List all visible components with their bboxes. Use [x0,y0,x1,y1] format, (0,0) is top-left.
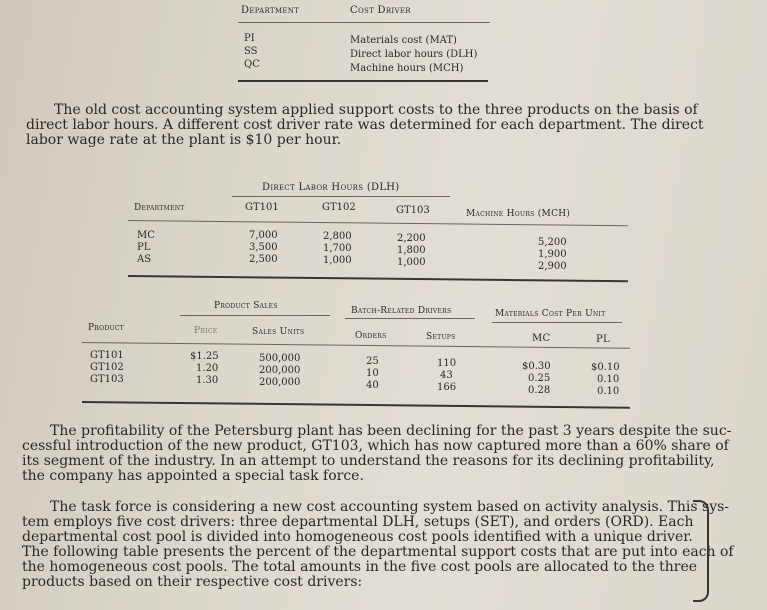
product-orders-gt101: 25 [366,356,379,367]
product-units-gt101: 500,000 [259,353,301,364]
product-pl-gt103: 0.10 [597,386,620,397]
product-units-gt102: 200,000 [259,365,301,376]
dlh-bottom-rule [128,275,628,282]
dlh-header-gt102: GT102 [322,202,356,213]
driver-dept-pi: PI [244,33,255,44]
para3-line-3: departmental cost pool is divided into homogeneous cost pools identified with a unique driver. [22,529,693,545]
product-group-rule-batch [345,318,475,319]
product-group-rule-sales [180,315,330,316]
product-units-gt103: 200,000 [259,377,301,388]
driver-dept-qc: QC [244,59,260,70]
dlh-mch-mc: 5,200 [538,237,567,248]
dlh-gt103-mc: 2,200 [397,233,426,244]
para3-line-1: The task force is considering a new cost accounting system based on activity analysis. This sys- [50,499,730,515]
header-cost-driver: Cost Driver [350,5,411,16]
dlh-gt101-mc: 7,000 [249,230,278,241]
dlh-gt101-as: 2,500 [249,254,278,265]
product-price-gt103: 1.30 [196,375,219,386]
dlh-group-header: Direct Labor Hours (DLH) [262,182,400,193]
dlh-mch-pl: 1,900 [538,249,567,260]
driver-table-bottom-rule [238,80,488,82]
dlh-gt103-as: 1,000 [397,257,426,268]
product-header-orders: Orders [355,331,387,341]
product-mc-gt103: 0.28 [528,385,551,396]
paragraph-profitability [22,423,732,484]
product-header-product: Product [88,323,125,333]
product-name-gt102: GT102 [90,362,124,373]
product-header-price: Price [194,326,218,336]
dlh-dept-pl: PL [137,242,151,253]
dlh-gt102-as: 1,000 [323,255,352,266]
dlh-group-rule [232,196,450,197]
paragraph-old-system [26,102,704,148]
product-pl-gt101: $0.10 [591,362,620,373]
driver-table-top-rule [238,22,490,23]
para1-line-1: The old cost accounting system applied support costs to the three products on the basis of [54,102,698,118]
product-header-pl: PL [596,334,610,345]
product-name-gt101: GT101 [90,350,124,361]
dlh-header-department: Department [134,203,185,213]
para2-line-2: cessful introduction of the new product, GT103, which has now captured more than a 60% share of [22,438,729,454]
dlh-mch-as: 2,900 [538,261,567,272]
para3-line-2: tem employs five cost drivers: three departmental DLH, setups (SET), and orders (ORD). Each [22,514,694,530]
product-mc-gt101: $0.30 [522,361,551,372]
dlh-header-gt101: GT101 [245,202,279,213]
para2-line-3: its segment of the industry. In an attempt to understand the reasons for its declining profitability, [22,453,715,469]
product-price-gt101: $1.25 [190,351,219,362]
product-orders-gt103: 40 [366,380,379,391]
dlh-header-rule [128,220,628,226]
product-orders-gt102: 10 [366,368,379,379]
product-header-mc: MC [532,333,551,344]
dlh-gt102-pl: 1,700 [323,243,352,254]
product-mc-gt102: 0.25 [528,373,551,384]
driver-name-mch: Machine hours (MCH) [350,63,464,74]
para2-line-4: the company has appointed a special task force. [22,468,364,484]
dlh-header-gt103: GT103 [396,205,430,216]
dlh-gt101-pl: 3,500 [249,242,278,253]
product-group-sales: Product Sales [214,301,278,311]
product-setups-gt102: 43 [440,370,453,381]
driver-dept-ss: SS [244,46,258,57]
product-name-gt103: GT103 [90,374,124,385]
handwritten-bracket-mark [693,500,709,602]
dlh-dept-mc: MC [137,230,155,241]
product-pl-gt102: 0.10 [597,374,620,385]
para2-line-1: The profitability of the Petersburg plant has been declining for the past 3 years despite the suc- [50,423,732,439]
paragraph-task-force [22,499,734,590]
product-group-batch: Batch-Related Drivers [351,306,452,316]
driver-name-dlh: Direct labor hours (DLH) [350,49,478,60]
dlh-gt102-mc: 2,800 [323,231,352,242]
product-setups-gt101: 110 [437,358,457,369]
product-header-units: Sales Units [252,327,305,337]
product-setups-gt103: 166 [437,382,457,393]
header-department: Department [241,5,300,16]
product-group-materials: Materials Cost Per Unit [495,309,606,319]
para1-line-3: labor wage rate at the plant is $10 per hour. [26,132,342,148]
product-price-gt102: 1.20 [196,363,219,374]
para3-line-4: The following table presents the percent of the departmental support costs that are put into each of [22,544,734,560]
para3-line-5: the homogeneous cost pools. The total amounts in the five cost pools are allocated to the three [22,559,698,575]
product-header-setups: Setups [426,332,456,342]
dlh-dept-as: AS [137,254,152,265]
product-group-rule-materials [492,322,622,323]
driver-name-mat: Materials cost (MAT) [350,35,457,46]
dlh-gt103-pl: 1,800 [397,245,426,256]
para3-line-6: products based on their respective cost drivers: [22,574,363,590]
product-bottom-rule [82,401,630,409]
dlh-header-mch: Machine Hours (MCH) [466,209,571,219]
para1-line-2: direct labor hours. A different cost driver rate was determined for each department. The direct [26,117,704,133]
